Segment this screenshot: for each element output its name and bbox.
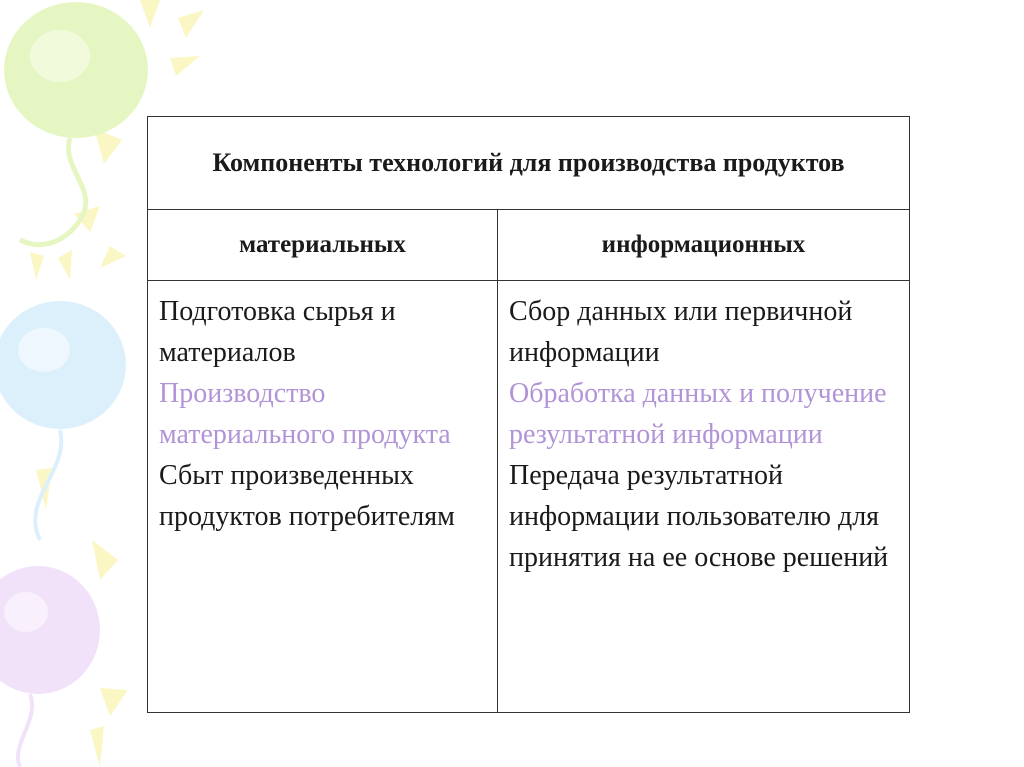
list-item: Сбыт произведенных продуктов потребителям: [159, 460, 455, 532]
technology-components-table: [147, 116, 910, 713]
list-item: Сбор данных или первичной информации: [509, 296, 853, 368]
information-steps-cell: [498, 281, 910, 713]
header-row: [148, 210, 910, 281]
material-steps-cell: [148, 281, 498, 713]
table-title: Компоненты технологий для производства продуктов: [148, 117, 910, 210]
list-item: Обработка данных и получение результатной информации: [509, 378, 887, 450]
list-item: Производство материального продукта: [159, 378, 451, 450]
content-row: [148, 281, 910, 713]
column-header-material: материальных: [148, 210, 498, 281]
list-item: Подготовка сырья и материалов: [159, 296, 396, 368]
column-header-information: информационных: [498, 210, 910, 281]
slide-table-container: [147, 116, 910, 713]
title-row: [148, 117, 910, 210]
list-item: Передача результатной информации пользователю для принятия на ее основе решений: [509, 460, 889, 573]
